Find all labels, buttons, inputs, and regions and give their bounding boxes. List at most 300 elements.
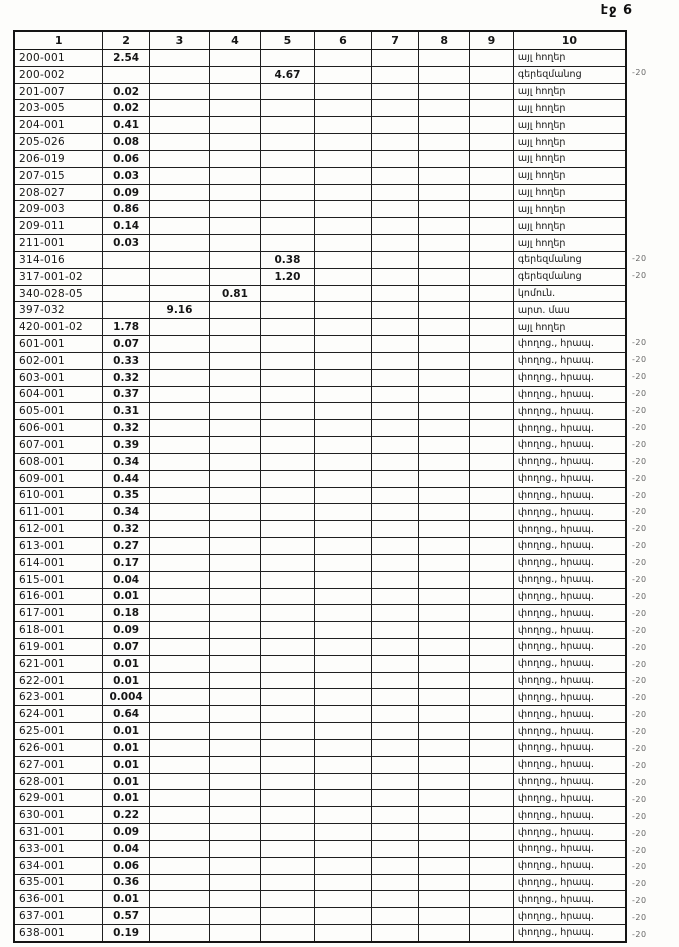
value-cell-col2 <box>103 269 149 285</box>
value-cell-col8 <box>419 387 470 403</box>
value-cell-col4 <box>210 891 261 907</box>
value-cell-col4 <box>210 605 261 621</box>
value-cell-col3 <box>150 908 210 924</box>
value-cell-col2: 0.01 <box>103 589 149 605</box>
value-cell-col9 <box>470 521 514 537</box>
value-cell-col9 <box>470 302 514 318</box>
value-cell-col6 <box>315 218 372 234</box>
margin-mark: -20 <box>632 338 647 348</box>
value-cell-col3 <box>150 706 210 722</box>
value-cell-col8 <box>419 218 470 234</box>
value-cell-col7 <box>372 925 420 941</box>
value-cell-col6 <box>315 235 372 251</box>
value-cell-col7 <box>372 437 420 453</box>
value-cell-col9 <box>470 841 514 857</box>
value-cell-col3 <box>150 269 210 285</box>
land-use-label-cell: այլ հողեր <box>517 119 566 131</box>
value-cell-col3 <box>150 387 210 403</box>
table-row <box>15 437 625 454</box>
land-use-label-cell: այլ հողեր <box>517 86 566 98</box>
value-cell-col9 <box>470 639 514 655</box>
land-use-label-cell: փողոց., հրապ. <box>517 540 594 552</box>
parcel-code-cell: 617-001 <box>15 605 103 621</box>
value-cell-col3 <box>150 84 210 100</box>
value-cell-col5 <box>261 740 315 756</box>
value-cell-col8 <box>419 538 470 554</box>
table-row <box>15 622 625 639</box>
value-cell-col7 <box>372 572 420 588</box>
land-use-label-cell: փողոց., հրապ. <box>517 792 594 804</box>
value-cell-col2: 0.01 <box>103 774 149 790</box>
margin-mark: -20 <box>632 372 647 382</box>
value-cell-col9 <box>470 84 514 100</box>
value-cell-col2: 0.04 <box>103 841 149 857</box>
value-cell-col6 <box>315 723 372 739</box>
value-cell-col8 <box>419 454 470 470</box>
value-cell-col4 <box>210 488 261 504</box>
land-use-label-cell: փողոց., հրապ. <box>517 523 594 535</box>
parcel-code-cell: 606-001 <box>15 420 103 436</box>
land-use-label-cell: փողոց., հրապ. <box>517 759 594 771</box>
column-header-8: 8 <box>419 32 470 49</box>
value-cell-col2: 0.004 <box>103 689 149 705</box>
value-cell-col9 <box>470 605 514 621</box>
value-cell-col4 <box>210 824 261 840</box>
value-cell-col6 <box>315 151 372 167</box>
value-cell-col9 <box>470 891 514 907</box>
value-cell-col5 <box>261 319 315 335</box>
value-cell-col3 <box>150 117 210 133</box>
land-use-label-cell: գերեզմանոց <box>517 69 582 81</box>
parcel-code-cell: 605-001 <box>15 403 103 419</box>
value-cell-col4 <box>210 504 261 520</box>
value-cell-col8 <box>419 723 470 739</box>
table-row <box>15 336 625 353</box>
value-cell-col2: 0.34 <box>103 454 149 470</box>
margin-mark <box>632 98 674 115</box>
value-cell-col3 <box>150 538 210 554</box>
table-row <box>15 471 625 488</box>
value-cell-col6 <box>315 925 372 941</box>
value-cell-col5 <box>261 336 315 352</box>
value-cell-col8 <box>419 437 470 453</box>
table-row <box>15 134 625 151</box>
value-cell-col6 <box>315 774 372 790</box>
value-cell-col4 <box>210 908 261 924</box>
value-cell-col2: 0.09 <box>103 185 149 201</box>
value-cell-col8 <box>419 185 470 201</box>
parcel-code-cell: 628-001 <box>15 774 103 790</box>
land-use-label-cell: այլ հողեր <box>517 136 566 148</box>
value-cell-col8 <box>419 790 470 806</box>
parcel-code-cell: 610-001 <box>15 488 103 504</box>
value-cell-col7 <box>372 538 420 554</box>
value-cell-col3 <box>150 134 210 150</box>
value-cell-col8 <box>419 639 470 655</box>
value-cell-col4 <box>210 740 261 756</box>
value-cell-col8 <box>419 656 470 672</box>
value-cell-col4 <box>210 454 261 470</box>
value-cell-col6 <box>315 757 372 773</box>
value-cell-col2: 0.04 <box>103 572 149 588</box>
value-cell-col8 <box>419 824 470 840</box>
value-cell-col8 <box>419 925 470 941</box>
parcel-code-cell: 420-001-02 <box>15 319 103 335</box>
value-cell-col3 <box>150 555 210 571</box>
parcel-code-cell: 615-001 <box>15 572 103 588</box>
value-cell-col8 <box>419 757 470 773</box>
value-cell-col3 <box>150 488 210 504</box>
parcel-code-cell: 201-007 <box>15 84 103 100</box>
value-cell-col3 <box>150 437 210 453</box>
value-cell-col6 <box>315 302 372 318</box>
value-cell-col6 <box>315 319 372 335</box>
parcel-code-cell: 613-001 <box>15 538 103 554</box>
table-row <box>15 706 625 723</box>
value-cell-col6 <box>315 891 372 907</box>
value-cell-col3 <box>150 185 210 201</box>
value-cell-col7 <box>372 689 420 705</box>
value-cell-col2: 0.09 <box>103 824 149 840</box>
value-cell-col6 <box>315 673 372 689</box>
land-use-label-cell: այլ հողեր <box>517 187 566 199</box>
value-cell-col2: 0.37 <box>103 387 149 403</box>
value-cell-col7 <box>372 84 420 100</box>
value-cell-col2: 0.33 <box>103 353 149 369</box>
value-cell-col4 <box>210 639 261 655</box>
value-cell-col9 <box>470 50 514 66</box>
table-row <box>15 875 625 892</box>
value-cell-col6 <box>315 605 372 621</box>
land-use-label-cell: փողոց., հրապ. <box>517 641 594 653</box>
value-cell-col8 <box>419 353 470 369</box>
value-cell-col5 <box>261 454 315 470</box>
parcel-code-cell: 625-001 <box>15 723 103 739</box>
parcel-code-cell: 637-001 <box>15 908 103 924</box>
parcel-code-cell: 635-001 <box>15 875 103 891</box>
value-cell-col6 <box>315 572 372 588</box>
value-cell-col8 <box>419 555 470 571</box>
margin-mark: -20 <box>632 591 647 601</box>
margin-mark: -20 <box>632 575 647 585</box>
land-use-label-cell: փողոց., հրապ. <box>517 691 594 703</box>
table-row <box>15 370 625 387</box>
value-cell-col2 <box>103 286 149 302</box>
value-cell-col7 <box>372 201 420 217</box>
margin-mark <box>632 284 674 301</box>
value-cell-col2: 0.39 <box>103 437 149 453</box>
value-cell-col3 <box>150 656 210 672</box>
value-cell-col8 <box>419 50 470 66</box>
land-use-label-cell: փողոց., հրապ. <box>517 489 594 501</box>
value-cell-col2: 0.36 <box>103 875 149 891</box>
value-cell-col3 <box>150 319 210 335</box>
table-row <box>15 925 625 941</box>
value-cell-col6 <box>315 790 372 806</box>
land-use-label-cell: փողոց., հրապ. <box>517 860 594 872</box>
table-row <box>15 572 625 589</box>
parcel-code-cell: 618-001 <box>15 622 103 638</box>
value-cell-col9 <box>470 824 514 840</box>
parcel-code-cell: 209-011 <box>15 218 103 234</box>
value-cell-col9 <box>470 252 514 268</box>
value-cell-col7 <box>372 908 420 924</box>
parcel-code-cell: 604-001 <box>15 387 103 403</box>
value-cell-col5 <box>261 757 315 773</box>
value-cell-col9 <box>470 403 514 419</box>
value-cell-col9 <box>470 908 514 924</box>
value-cell-col3 <box>150 790 210 806</box>
parcel-code-cell: 629-001 <box>15 790 103 806</box>
land-use-label-cell: փողոց., հրապ. <box>517 456 594 468</box>
land-use-label-cell: փողոց., հրապ. <box>517 893 594 905</box>
value-cell-col3 <box>150 353 210 369</box>
margin-mark <box>632 233 674 250</box>
table-row <box>15 790 625 807</box>
value-cell-col5 <box>261 420 315 436</box>
value-cell-col7 <box>372 235 420 251</box>
margin-mark: -20 <box>632 507 647 517</box>
value-cell-col9 <box>470 168 514 184</box>
margin-mark <box>632 115 674 132</box>
value-cell-col8 <box>419 134 470 150</box>
value-cell-col3 <box>150 858 210 874</box>
value-cell-col9 <box>470 706 514 722</box>
value-cell-col2: 0.32 <box>103 521 149 537</box>
margin-mark: -20 <box>632 828 647 838</box>
land-use-label-cell: փողոց., հրապ. <box>517 725 594 737</box>
land-use-label-cell: գերեզմանոց <box>517 271 582 283</box>
value-cell-col3 <box>150 336 210 352</box>
land-use-label-cell: փողոց., հրապ. <box>517 809 594 821</box>
land-use-label-cell: փողոց., հրապ. <box>517 776 594 788</box>
value-cell-col2: 0.06 <box>103 858 149 874</box>
table-row <box>15 774 625 791</box>
land-use-label-cell: կոմուն. <box>517 288 556 299</box>
table-row <box>15 387 625 404</box>
value-cell-col4 <box>210 84 261 100</box>
value-cell-col5 <box>261 723 315 739</box>
value-cell-col6 <box>315 538 372 554</box>
table-row <box>15 84 625 101</box>
value-cell-col5 <box>261 841 315 857</box>
margin-mark: -20 <box>632 896 647 906</box>
value-cell-col5 <box>261 891 315 907</box>
margin-mark <box>632 182 674 199</box>
table-row <box>15 100 625 117</box>
value-cell-col6 <box>315 67 372 83</box>
value-cell-col2 <box>103 252 149 268</box>
land-use-label-cell: փողոց., հրապ. <box>517 473 594 485</box>
value-cell-col7 <box>372 269 420 285</box>
value-cell-col6 <box>315 858 372 874</box>
value-cell-col4 <box>210 858 261 874</box>
table-row <box>15 151 625 168</box>
value-cell-col7 <box>372 639 420 655</box>
margin-mark: -20 <box>632 811 647 821</box>
value-cell-col6 <box>315 841 372 857</box>
value-cell-col5 <box>261 302 315 318</box>
value-cell-col2: 0.34 <box>103 504 149 520</box>
table-row <box>15 908 625 925</box>
value-cell-col7 <box>372 858 420 874</box>
column-header-6: 6 <box>315 32 372 49</box>
margin-mark: -20 <box>632 744 647 754</box>
value-cell-col2: 0.57 <box>103 908 149 924</box>
value-cell-col9 <box>470 723 514 739</box>
value-cell-col8 <box>419 673 470 689</box>
parcel-code-cell: 200-001 <box>15 50 103 66</box>
value-cell-col3 <box>150 168 210 184</box>
value-cell-col4: 0.81 <box>210 286 261 302</box>
value-cell-col6 <box>315 100 372 116</box>
value-cell-col7 <box>372 134 420 150</box>
table-body <box>15 50 625 941</box>
table-row <box>15 185 625 202</box>
page-number-label: էջ 6 <box>600 3 633 18</box>
value-cell-col9 <box>470 437 514 453</box>
value-cell-col6 <box>315 201 372 217</box>
value-cell-col3 <box>150 454 210 470</box>
value-cell-col2: 0.64 <box>103 706 149 722</box>
value-cell-col8 <box>419 471 470 487</box>
margin-mark <box>632 132 674 149</box>
margin-mark: -20 <box>632 879 647 889</box>
parcel-code-cell: 603-001 <box>15 370 103 386</box>
value-cell-col9 <box>470 134 514 150</box>
value-cell-col5 <box>261 908 315 924</box>
value-cell-col3 <box>150 723 210 739</box>
value-cell-col5 <box>261 100 315 116</box>
parcel-code-cell: 317-001-02 <box>15 269 103 285</box>
margin-mark: -20 <box>632 777 647 787</box>
value-cell-col9 <box>470 185 514 201</box>
value-cell-col3 <box>150 774 210 790</box>
margin-mark: -20 <box>632 608 647 618</box>
column-header-1: 1 <box>15 32 103 49</box>
margin-mark: -20 <box>632 473 647 483</box>
value-cell-col4 <box>210 757 261 773</box>
table-row <box>15 689 625 706</box>
margin-mark <box>632 81 674 98</box>
value-cell-col4 <box>210 117 261 133</box>
parcel-code-cell: 611-001 <box>15 504 103 520</box>
land-use-label-cell: այլ հողեր <box>517 153 566 165</box>
value-cell-col3 <box>150 589 210 605</box>
value-cell-col7 <box>372 605 420 621</box>
value-cell-col3 <box>150 757 210 773</box>
value-cell-col4 <box>210 370 261 386</box>
land-use-label-cell: փողոց., հրապ. <box>517 506 594 518</box>
value-cell-col7 <box>372 723 420 739</box>
margin-mark: -20 <box>632 794 647 804</box>
value-cell-col6 <box>315 50 372 66</box>
value-cell-col8 <box>419 706 470 722</box>
value-cell-col8 <box>419 100 470 116</box>
value-cell-col4 <box>210 218 261 234</box>
land-parcel-table <box>13 30 627 943</box>
value-cell-col6 <box>315 84 372 100</box>
value-cell-col8 <box>419 841 470 857</box>
value-cell-col5: 4.67 <box>261 67 315 83</box>
value-cell-col4 <box>210 790 261 806</box>
table-row <box>15 286 625 303</box>
value-cell-col2 <box>103 67 149 83</box>
parcel-code-cell: 340-028-05 <box>15 286 103 302</box>
value-cell-col2: 0.07 <box>103 336 149 352</box>
value-cell-col9 <box>470 790 514 806</box>
value-cell-col7 <box>372 875 420 891</box>
value-cell-col6 <box>315 589 372 605</box>
table-row <box>15 420 625 437</box>
margin-mark: -20 <box>632 727 647 737</box>
margin-mark: -20 <box>632 355 647 365</box>
value-cell-col6 <box>315 639 372 655</box>
land-use-label-cell: փողոց., հրապ. <box>517 708 594 720</box>
margin-mark: -20 <box>632 490 647 500</box>
value-cell-col9 <box>470 622 514 638</box>
value-cell-col9 <box>470 488 514 504</box>
table-row <box>15 673 625 690</box>
value-cell-col4 <box>210 235 261 251</box>
value-cell-col5 <box>261 639 315 655</box>
land-use-label-cell: փողոց., հրապ. <box>517 422 594 434</box>
value-cell-col2: 0.01 <box>103 891 149 907</box>
value-cell-col2: 0.03 <box>103 168 149 184</box>
parcel-code-cell: 204-001 <box>15 117 103 133</box>
value-cell-col7 <box>372 589 420 605</box>
value-cell-col4 <box>210 622 261 638</box>
value-cell-col9 <box>470 555 514 571</box>
land-use-label-cell: փողոց., հրապ. <box>517 590 594 602</box>
value-cell-col2: 0.22 <box>103 807 149 823</box>
land-use-label-cell: այլ հողեր <box>517 203 566 215</box>
value-cell-col8 <box>419 605 470 621</box>
column-header-4: 4 <box>210 32 261 49</box>
parcel-code-cell: 601-001 <box>15 336 103 352</box>
value-cell-col6 <box>315 420 372 436</box>
value-cell-col6 <box>315 370 372 386</box>
value-cell-col7 <box>372 471 420 487</box>
value-cell-col7 <box>372 824 420 840</box>
value-cell-col2: 0.01 <box>103 740 149 756</box>
land-use-label-cell: փողոց., հրապ. <box>517 372 594 384</box>
value-cell-col4 <box>210 67 261 83</box>
margin-mark: -20 <box>632 389 647 399</box>
value-cell-col4 <box>210 168 261 184</box>
table-row <box>15 353 625 370</box>
value-cell-col5 <box>261 353 315 369</box>
parcel-code-cell: 206-019 <box>15 151 103 167</box>
value-cell-col5: 0.38 <box>261 252 315 268</box>
value-cell-col6 <box>315 336 372 352</box>
value-cell-col7 <box>372 50 420 66</box>
value-cell-col8 <box>419 302 470 318</box>
value-cell-col6 <box>315 488 372 504</box>
table-row <box>15 757 625 774</box>
value-cell-col9 <box>470 201 514 217</box>
parcel-code-cell: 627-001 <box>15 757 103 773</box>
value-cell-col3 <box>150 875 210 891</box>
value-cell-col7 <box>372 151 420 167</box>
value-cell-col5 <box>261 471 315 487</box>
value-cell-col3 <box>150 151 210 167</box>
value-cell-col9 <box>470 269 514 285</box>
margin-mark: -20 <box>632 405 647 415</box>
value-cell-col5 <box>261 622 315 638</box>
land-use-label-cell: փողոց., հրապ. <box>517 405 594 417</box>
margin-mark: -20 <box>632 693 647 703</box>
